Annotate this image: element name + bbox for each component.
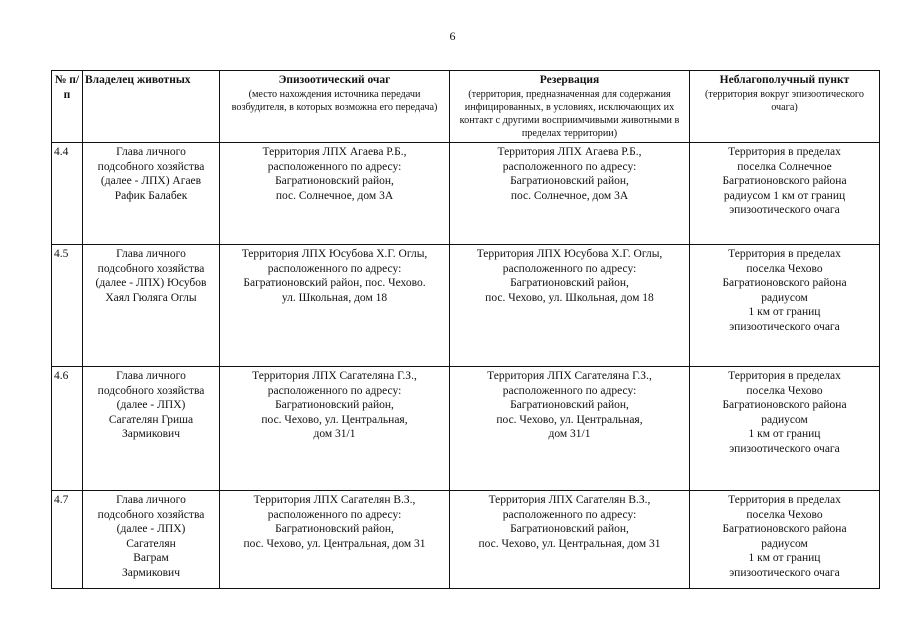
cell-line: Ваграм — [133, 552, 169, 564]
header-reserve-sub: (территория, предназначенная для содержания инфицированных, в условиях, исключающих их контакт с другими восприимчивыми животными в пределах территории) — [459, 88, 680, 139]
reserve-cell — [450, 367, 690, 491]
cell-line: пос. Чехово, ул. Центральная, дом 31 — [478, 537, 661, 550]
header-num: № п/п — [52, 71, 83, 143]
row-num: 4.6 — [52, 367, 83, 491]
row-num: 4.7 — [52, 491, 83, 589]
header-unsafe — [690, 71, 880, 143]
row-num: 4.5 — [52, 245, 83, 367]
cell-line: Территория ЛПХ Юсубова Х.Г. Оглы, — [476, 248, 663, 260]
table-header-row — [52, 71, 880, 143]
cell-line: расположенного по адресу: — [502, 508, 637, 521]
cell-line: Территория ЛПХ Сагателяна Г.З., — [252, 370, 417, 382]
cell-line: Багратионовский район, — [510, 277, 629, 289]
focus-cell — [220, 367, 450, 491]
cell-line: Территория ЛПХ Агаева Р.Б., — [497, 146, 642, 158]
owner-cell — [83, 245, 220, 367]
cell-line: Глава личного — [116, 494, 186, 506]
cell-line: Багратионовский район, пос. Чехово. — [243, 277, 426, 289]
unsafe-cell — [690, 143, 880, 245]
header-reserve — [450, 71, 690, 143]
cell-line: Багратионовский район, — [510, 399, 629, 411]
cell-line: Территория ЛПХ Сагателян В.З., — [253, 494, 416, 506]
cell-line: поселка Чехово — [746, 384, 823, 397]
cell-line: Зармикович — [122, 566, 180, 579]
cell-line: подсобного хозяйства — [97, 384, 205, 397]
cell-line: Территория ЛПХ Агаева Р.Б., — [262, 146, 407, 158]
cell-line: (далее - ЛПХ) Юсубов — [95, 277, 207, 289]
cell-line: (далее - ЛПХ) — [116, 399, 186, 411]
owner-cell — [83, 367, 220, 491]
header-focus — [220, 71, 450, 143]
cell-line: Зармикович — [122, 428, 180, 440]
header-focus-title: Эпизоотический очаг — [278, 74, 391, 86]
cell-line: Сагателян — [126, 537, 176, 550]
cell-line: радиусом — [761, 291, 808, 304]
cell-line: дом 31/1 — [548, 428, 591, 440]
cell-line: Территория ЛПХ Сагателян В.З., — [488, 494, 651, 506]
header-unsafe-sub: (территория вокруг эпизоотического очага) — [705, 88, 864, 113]
cell-line: расположенного по адресу: — [267, 384, 402, 397]
cell-line: Глава личного — [116, 370, 186, 382]
cell-line: радиусом — [761, 413, 808, 426]
cell-line: Территория ЛПХ Сагателяна Г.З., — [487, 370, 652, 382]
unsafe-cell — [690, 367, 880, 491]
cell-line: подсобного хозяйства — [97, 508, 205, 521]
cell-line: Багратионовский район, — [275, 523, 394, 535]
cell-line: 1 км от границ — [748, 428, 821, 440]
cell-line: 1 км от границ — [748, 552, 821, 564]
cell-line: Багратионовский район, — [275, 175, 394, 187]
header-unsafe-title: Неблагополучный пункт — [719, 74, 850, 86]
reserve-cell — [450, 491, 690, 589]
cell-line: поселка Солнечное — [737, 160, 832, 173]
cell-line: Территория в пределах — [728, 494, 841, 506]
table-row — [52, 245, 880, 367]
cell-line: Багратионовского района — [722, 523, 847, 535]
cell-line: пос. Чехово, ул. Центральная, — [261, 413, 408, 426]
cell-line: Рафик Балабек — [114, 189, 188, 202]
cell-line: Багратионовский район, — [275, 399, 394, 411]
cell-line: пос. Солнечное, дом 3А — [275, 189, 394, 202]
cell-line: подсобного хозяйства — [97, 262, 205, 275]
cell-line: Багратионовский район, — [510, 523, 629, 535]
cell-line: Багратионовского района — [722, 175, 847, 187]
focus-cell — [220, 491, 450, 589]
cell-line: Багратионовского района — [722, 399, 847, 411]
focus-cell — [220, 245, 450, 367]
cell-line: эпизоотического очага — [729, 320, 840, 333]
cell-line: расположенного по адресу: — [267, 508, 402, 521]
cell-line: радиусом 1 км от границ — [723, 189, 846, 202]
cell-line: подсобного хозяйства — [97, 160, 205, 173]
cell-line: Глава личного — [116, 248, 186, 260]
table-row — [52, 143, 880, 245]
cell-line: дом 31/1 — [313, 428, 356, 440]
unsafe-cell — [690, 491, 880, 589]
cell-line: расположенного по адресу: — [267, 262, 402, 275]
cell-line: эпизоотического очага — [729, 204, 840, 216]
cell-line: эпизоотического очага — [729, 566, 840, 579]
cell-line: Территория в пределах — [728, 146, 841, 158]
table-row — [52, 491, 880, 589]
epizootic-table — [51, 70, 880, 589]
cell-line: 1 км от границ — [748, 306, 821, 318]
cell-line: ул. Школьная, дом 18 — [281, 291, 388, 304]
owner-cell — [83, 491, 220, 589]
cell-line: Глава личного — [116, 146, 186, 158]
reserve-cell — [450, 143, 690, 245]
unsafe-cell — [690, 245, 880, 367]
cell-line: радиусом — [761, 537, 808, 550]
cell-line: Территория ЛПХ Юсубова Х.Г. Оглы, — [241, 248, 428, 260]
row-num: 4.4 — [52, 143, 83, 245]
header-reserve-title: Резервация — [539, 74, 600, 86]
cell-line: Сагателян Гриша — [108, 413, 194, 426]
cell-line: расположенного по адресу: — [502, 384, 637, 397]
cell-line: расположенного по адресу: — [267, 160, 402, 173]
focus-cell — [220, 143, 450, 245]
cell-line: Багратионовского района — [722, 277, 847, 289]
cell-line: Багратионовский район, — [510, 175, 629, 187]
cell-line: Территория в пределах — [728, 248, 841, 260]
header-focus-sub: (место нахождения источника передачи возбудителя, в которых возможна его передача) — [231, 88, 438, 113]
cell-line: расположенного по адресу: — [502, 160, 637, 173]
cell-line: расположенного по адресу: — [502, 262, 637, 275]
page-number: 6 — [449, 29, 456, 43]
cell-line: поселка Чехово — [746, 508, 823, 521]
cell-line: Территория в пределах — [728, 370, 841, 382]
cell-line: пос. Чехово, ул. Центральная, — [496, 413, 643, 426]
table-row — [52, 367, 880, 491]
cell-line: пос. Солнечное, дом 3А — [510, 189, 629, 202]
owner-cell — [83, 143, 220, 245]
cell-line: (далее - ЛПХ) — [116, 523, 186, 535]
cell-line: поселка Чехово — [746, 262, 823, 275]
cell-line: (далее - ЛПХ) Агаев — [100, 175, 202, 187]
cell-line: пос. Чехово, ул. Школьная, дом 18 — [485, 291, 654, 304]
cell-line: Хаял Гюляга Оглы — [105, 291, 197, 304]
reserve-cell — [450, 245, 690, 367]
cell-line: пос. Чехово, ул. Центральная, дом 31 — [243, 537, 426, 550]
cell-line: эпизоотического очага — [729, 442, 840, 455]
header-owner: Владелец животных — [83, 71, 220, 143]
